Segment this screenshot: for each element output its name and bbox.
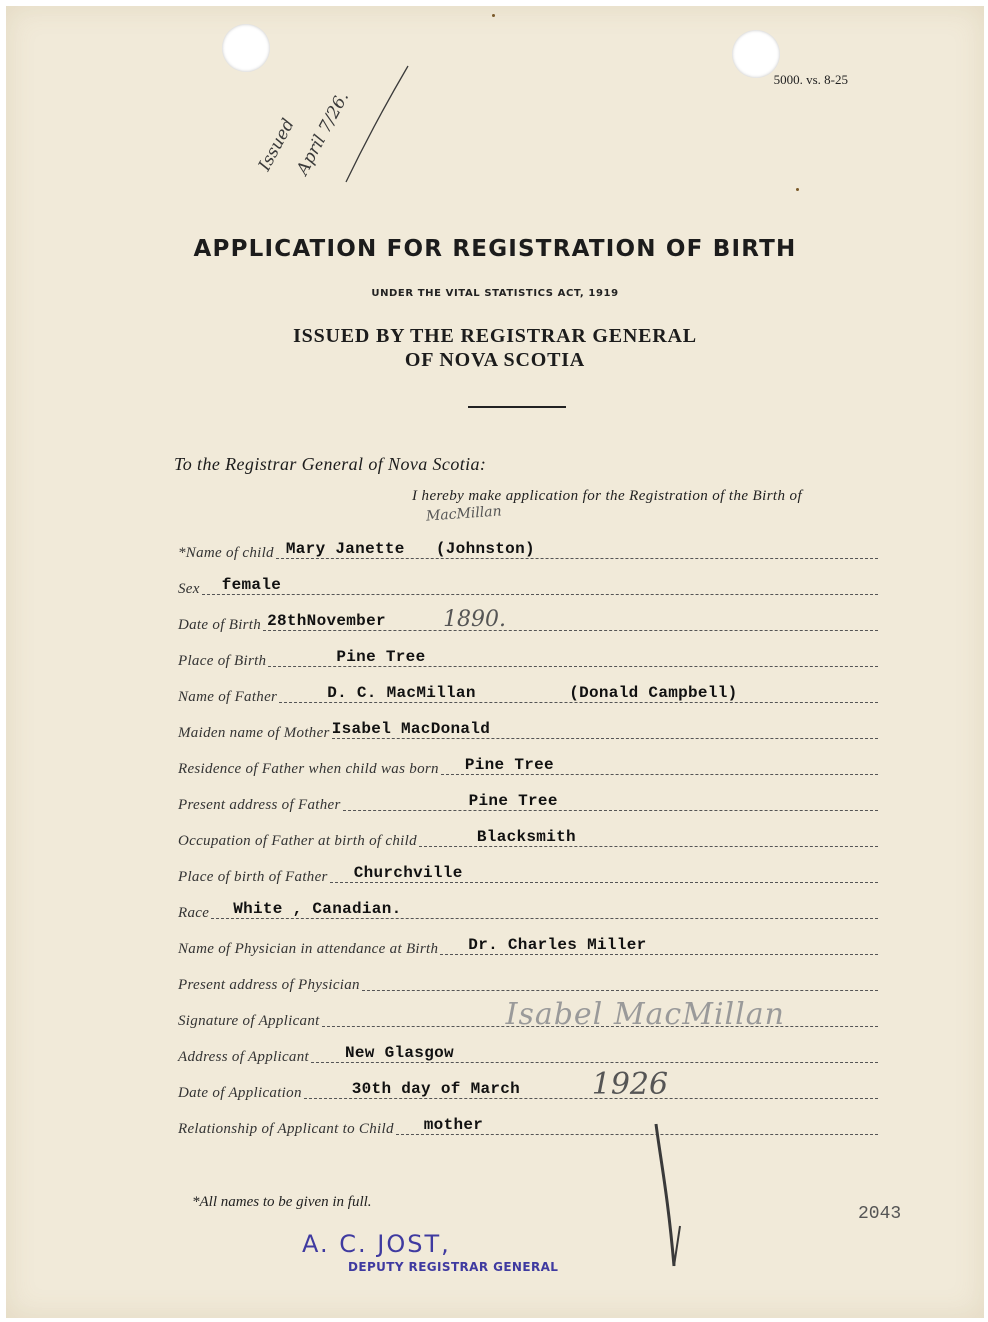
field-value: mother [423, 1116, 484, 1134]
field-value: Pine Tree [468, 792, 558, 810]
field-line [304, 1067, 878, 1102]
field-line [441, 754, 878, 775]
field-label: Name of Father [178, 689, 278, 705]
field-sex [178, 576, 878, 598]
field-value: Mary Janette [285, 540, 405, 558]
field-line [396, 1114, 878, 1135]
field-line [276, 538, 878, 559]
field-line [440, 934, 878, 955]
field-occupation-of-father [178, 828, 878, 850]
field-race [178, 900, 878, 922]
field-date-of-application [178, 1067, 878, 1102]
field-label: Signature of Applicant [178, 1013, 320, 1029]
field-maiden-name-of-mother [178, 720, 878, 742]
pen-stroke-mark [646, 1116, 696, 1276]
paper-speck [796, 188, 799, 191]
field-line [279, 682, 878, 703]
field-value: 28thNovember [267, 612, 386, 630]
field-place-of-birth-of-father [178, 864, 878, 886]
registrar-stamp-name: A. C. JOST, [302, 1230, 451, 1258]
field-value: Pine Tree [464, 756, 554, 774]
handwritten-note-line-2: April 7/26. [292, 88, 354, 179]
footnote: *All names to be given in full. [192, 1194, 372, 1210]
field-name-of-physician [178, 936, 878, 958]
field-line [322, 997, 878, 1032]
field-date-of-birth [178, 607, 878, 634]
field-label: *Name of child [178, 545, 274, 561]
title-divider [468, 406, 566, 408]
field-name-of-child [178, 540, 878, 562]
punch-hole-right [732, 30, 780, 78]
field-signature-of-applicant [178, 997, 878, 1032]
form-code: 5000. vs. 8-25 [773, 72, 848, 87]
field-handwritten-year: 1890. [443, 607, 507, 632]
field-present-address-of-father [178, 792, 878, 814]
field-line [268, 646, 878, 667]
document-page [6, 6, 984, 1318]
field-label: Date of Application [178, 1085, 302, 1101]
field-label: Place of birth of Father [178, 869, 328, 885]
field-value-extra: (Donald Campbell) [569, 684, 738, 702]
field-value: White , Canadian. [233, 900, 402, 918]
field-label: Occupation of Father at birth of child [178, 833, 417, 849]
issuer-line-2: OF NOVA SCOTIA [404, 349, 586, 371]
field-label: Maiden name of Mother [178, 725, 330, 741]
applicant-signature: Isabel MacMillan [505, 997, 785, 1032]
field-value: female [221, 576, 282, 594]
field-line [330, 862, 878, 883]
field-label: Place of Birth [178, 653, 267, 669]
field-label: Relationship of Applicant to Child [178, 1121, 394, 1137]
field-line [343, 790, 878, 811]
salutation: To the Registrar General of Nova Scotia: [174, 454, 487, 474]
handwritten-name-correction: MacMillan [425, 503, 503, 525]
handwritten-note-line-1: Issued [254, 115, 299, 175]
field-value: D. C. MacMillan [327, 684, 476, 702]
field-label: Name of Physician in attendance at Birth [178, 941, 439, 957]
field-value: 30th day of March [351, 1080, 521, 1098]
field-value: Churchville [353, 864, 463, 882]
field-line [263, 607, 878, 632]
field-label: Date of Birth [178, 617, 262, 633]
issuer-block [6, 324, 984, 372]
field-line [419, 826, 878, 847]
field-residence-of-father [178, 756, 878, 778]
intro-text: I hereby make application for the Registration of the Birth of [412, 488, 803, 504]
field-label: Present address of Father [178, 797, 341, 813]
field-label: Present address of Physician [178, 977, 360, 993]
field-relationship-of-applicant [178, 1116, 878, 1138]
field-line [202, 574, 878, 595]
field-label: Address of Applicant [178, 1049, 309, 1065]
handwritten-issued-note [254, 54, 414, 184]
field-value: Dr. Charles Miller [468, 936, 647, 954]
field-handwritten-year: 1926 [591, 1067, 669, 1102]
issuer-line-1: ISSUED BY THE REGISTRAR GENERAL [293, 325, 697, 347]
document-subtitle: UNDER THE VITAL STATISTICS ACT, 1919 [371, 288, 619, 299]
field-label: Sex [178, 581, 200, 597]
field-name-of-father [178, 684, 878, 706]
field-place-of-birth [178, 648, 878, 670]
field-line [362, 970, 878, 991]
field-value-extra: (Johnston) [435, 540, 535, 558]
handwritten-underline [346, 66, 408, 182]
field-address-of-applicant [178, 1044, 878, 1066]
field-value: Pine Tree [336, 648, 426, 666]
field-present-address-of-physician [178, 972, 878, 994]
field-value: Blacksmith [476, 828, 576, 846]
paper-speck [492, 14, 495, 17]
field-line [332, 718, 878, 739]
field-line [311, 1042, 878, 1063]
field-label: Residence of Father when child was born [178, 761, 439, 777]
field-label: Race [178, 905, 210, 921]
field-value: Isabel MacDonald [331, 720, 491, 738]
registrar-stamp-title: DEPUTY REGISTRAR GENERAL [348, 1260, 559, 1274]
field-value: New Glasgow [345, 1044, 454, 1062]
field-line [211, 898, 878, 919]
file-number-stamp: 2043 [858, 1204, 902, 1224]
document-title: APPLICATION FOR REGISTRATION OF BIRTH [193, 236, 797, 262]
